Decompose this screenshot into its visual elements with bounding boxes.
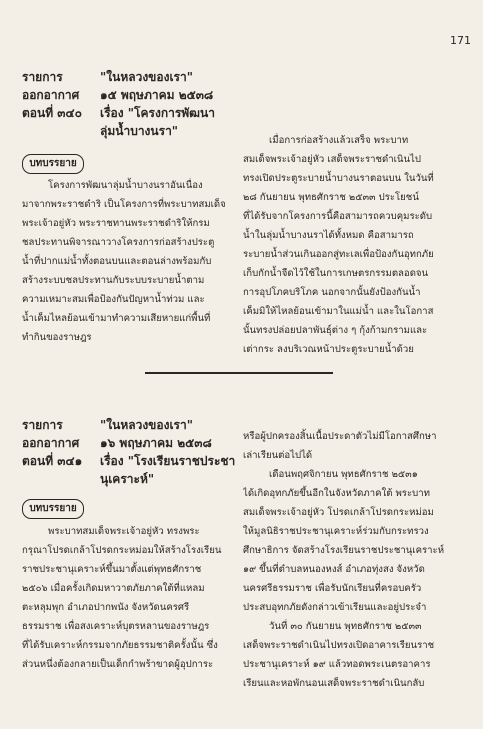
text-line: เค็มมิให้ไหลย้อนเข้ามาในแม่น้ำ และในโอกาส xyxy=(243,306,434,317)
text-line: ประชานุเคราะห์ ๑๙ แล้วทอดพระเนตรอาคาร xyxy=(243,659,431,670)
text-line: ส่วนหนึ่งต้องกลายเป็นเด็กกำพร้าขาดผู้อุปการะ xyxy=(22,659,214,670)
right-column-text xyxy=(243,131,461,359)
left-column-text xyxy=(22,522,232,674)
text-line: วันที่ ๓๐ กันยายน พุทธศักราช ๒๕๓๓ xyxy=(269,621,422,632)
section-divider xyxy=(145,372,333,374)
text-line: น้ำในลุ่มน้ำบางนราได้ทั้งหมด คือสามารถ xyxy=(243,230,414,241)
text-line: ให้มูลนิธิราชประชานุเคราะห์ร่วมกับกระทรวง xyxy=(243,526,429,537)
text-line: ระบายน้ำส่วนเกินออกสู่ทะเลเพื่อป้องกันอุทกภัย xyxy=(243,249,434,260)
text-line: เมื่อการก่อสร้างแล้วเสร็จ พระบาท xyxy=(269,135,409,146)
right-column-text xyxy=(243,427,461,693)
text-line: สมเด็จพระเจ้าอยู่หัว โปรดเกล้าโปรดกระหม่อม xyxy=(243,507,434,518)
text-line: การอุปโภคบริโภค นอกจากนั้นยังป้องกันน้ำ xyxy=(243,287,421,298)
episode-title: เรื่อง "โครงการพัฒนา xyxy=(100,106,215,120)
text-line: นครศรีธรรมราช เพื่อรับนักเรียนที่ครอบครัว xyxy=(243,583,422,594)
text-line: นั้นทรงปล่อยปลาพันธุ์ต่าง ๆ กุ้งก้ามกรามและ xyxy=(243,325,428,336)
text-line: พระบาทสมเด็จพระเจ้าอยู่หัว ทรงพระ xyxy=(48,526,200,537)
text-line: สมเด็จพระเจ้าอยู่หัว เสด็จพระราชดำเนินไป xyxy=(243,154,421,165)
episode-label: ตอนที่ ๓๔๑ xyxy=(22,454,83,468)
narration-badge: บทบรรยาย xyxy=(22,499,84,519)
text-line: เต่ากระ ลงบริเวณหน้าประตูระบายน้ำด้วย xyxy=(243,344,414,355)
broadcast-date: ๑๖ พฤษภาคม ๒๕๓๘ xyxy=(100,436,212,450)
episode-label: ตอนที่ ๓๔๐ xyxy=(22,106,82,120)
text-line: กรุณาโปรดเกล้าโปรดกระหม่อมให้สร้างโรงเรียน xyxy=(22,545,222,556)
text-line: หรือผู้ปกครองสิ้นเนื้อประดาตัวไม่มีโอกาสศึกษา xyxy=(243,431,437,442)
episode-title: เรื่อง "โรงเรียนราชประชา xyxy=(100,454,236,468)
text-line: ทำกินของราษฎร xyxy=(22,332,92,343)
text-line: ๒๕๐๖ เมื่อครั้งเกิดมหาวาตภัยภาคใต้ที่แหลม xyxy=(22,583,205,594)
text-line: โครงการพัฒนาลุ่มน้ำบางนราอันเนื่อง xyxy=(48,180,203,191)
text-line: สร้างระบบชลประทานกับระบบระบายน้ำตาม xyxy=(22,275,205,286)
text-line: เล่าเรียนต่อไปได้ xyxy=(243,450,313,461)
text-line: ที่ได้รับจากโครงการนี้คือสามารถควบคุมระดับ xyxy=(243,211,433,222)
broadcast-label: ออกอากาศ xyxy=(22,436,80,450)
left-column-text xyxy=(22,176,232,347)
episode-header-values xyxy=(100,68,215,140)
text-line: มาจากพระราชดำริ เป็นโครงการที่พระบาทสมเด็จ xyxy=(22,199,226,210)
text-line: ศึกษาธิการ จัดสร้างโรงเรียนราชประชานุเคราะห์ xyxy=(243,545,445,556)
text-line: ที่ได้รับเคราะห์กรรมจากภัยธรรมชาติครั้งนั้น ซึ่ง xyxy=(22,640,218,651)
program-name: "ในหลวงของเรา" xyxy=(100,418,193,432)
episode-title-cont: นุเคราะห์" xyxy=(100,472,155,486)
episode-header-labels xyxy=(22,416,82,470)
text-line: ธรรมราช เพื่อสงเคราะห์บุตรหลานของราษฎร xyxy=(22,621,210,632)
text-line: เรียนและหอพักนอนเสด็จพระราชดำเนินกลับ xyxy=(243,678,425,689)
episode-title-cont: ลุ่มน้ำบางนรา" xyxy=(100,124,179,138)
text-line: เสด็จพระราชดำเนินไปทรงเปิดอาคารเรียนราช xyxy=(243,640,435,651)
broadcast-date: ๑๕ พฤษภาคม ๒๕๓๘ xyxy=(100,88,214,102)
text-line: ความเหมาะสมเพื่อป้องกันปัญหาน้ำท่วม และ xyxy=(22,294,205,305)
program-label: รายการ xyxy=(22,418,63,432)
text-line: น้ำที่ปากแม่น้ำทั้งตอนบนและตอนล่างพร้อมกับ xyxy=(22,256,212,267)
text-line: ๒๘ กันยายน พุทธศักราช ๒๕๓๓ ประโยชน์ xyxy=(243,192,419,203)
text-line: ชลประทานพิจารณาวางโครงการก่อสร้างประตู xyxy=(22,237,215,248)
page-number: 171 xyxy=(450,34,471,47)
narration-badge: บทบรรยาย xyxy=(22,154,84,174)
text-line: ประสบอุทกภัยดังกล่าวเข้าเรียนและอยู่ประจำ xyxy=(243,602,427,613)
broadcast-label: ออกอากาศ xyxy=(22,88,80,102)
text-line: ๑๙ ขึ้นที่ตำบลหนองหงส์ อำเภอทุ่งสง จังหวัด xyxy=(243,564,425,575)
program-label: รายการ xyxy=(22,70,63,84)
text-line: เก็บกักน้ำจืดไว้ใช้ในการเกษตรกรรมตลอดจน xyxy=(243,268,429,279)
text-line: น้ำเค็มไหลย้อนเข้ามาทำความเสียหายแก่พื้นที่ xyxy=(22,313,211,324)
text-line: ได้เกิดอุทกภัยขึ้นอีกในจังหวัดภาคใต้ พระบาท xyxy=(243,488,430,499)
text-line: ราชประชานุเคราะห์ขึ้นมาตั้งแต่พุทธศักราช xyxy=(22,564,202,575)
text-line: พระเจ้าอยู่หัว พระราชทานพระราชดำริให้กรม xyxy=(22,218,210,229)
episode-header-values xyxy=(100,416,235,488)
text-line: ทรงเปิดประตูระบายน้ำบางนราตอนบน ในวันที่ xyxy=(243,173,434,184)
program-name: "ในหลวงของเรา" xyxy=(100,70,193,84)
episode-header-labels xyxy=(22,68,82,122)
text-line: เดือนพฤศจิกายน พุทธศักราช ๒๕๓๑ xyxy=(269,469,418,480)
text-line: ตะหลุมพุก อำเภอปากพนัง จังหวัดนครศรี xyxy=(22,602,190,613)
